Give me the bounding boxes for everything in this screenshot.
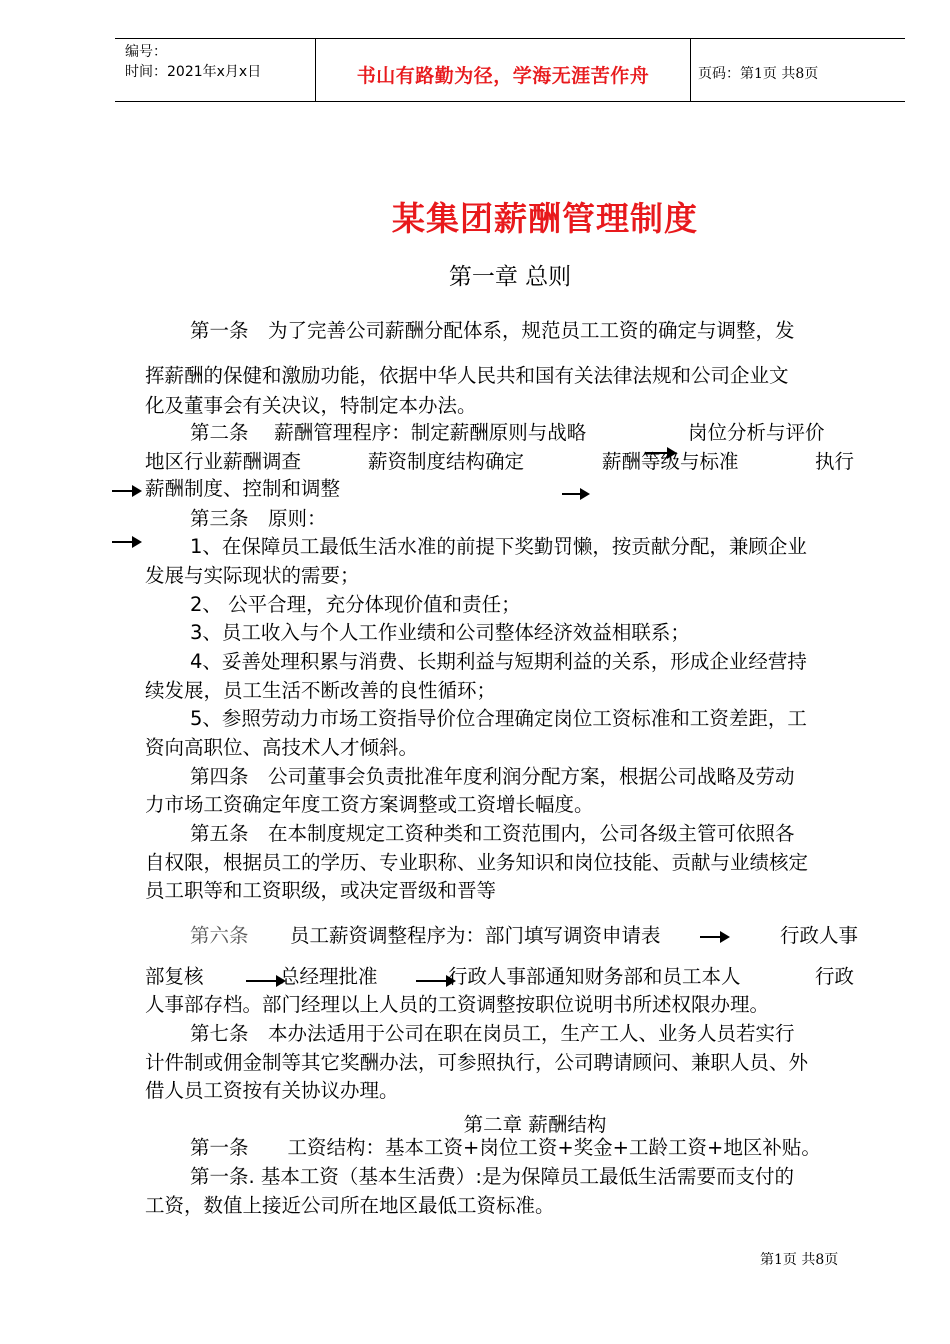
body-line: 人事部存档。部门经理以上人员的工资调整按职位说明书所述权限办理。	[145, 993, 770, 1016]
body-line: 力市场工资确定年度工资方案调整或工资增长幅度。	[145, 793, 594, 816]
body-line: 资向高职位、高技术人才倾斜。	[145, 736, 419, 759]
motto: 书山有路勤为径，学海无涯苦作舟	[356, 65, 650, 87]
article-2-step: 执行	[815, 450, 855, 473]
body-line: 1、在保障员工最低生活水准的前提下奖勤罚懒，按贡献分配，兼顾企业	[190, 535, 807, 558]
document-number-label: 编号：	[125, 44, 167, 60]
body-line: 第一条 工资结构：基本工资+岗位工资+奖金+工龄工资+地区补贴。	[190, 1136, 821, 1159]
body-line: 工资，数值上接近公司所在地区最低工资标准。	[145, 1194, 555, 1217]
body-line: 自权限，根据员工的学历、专业职称、业务知识和岗位技能、贡献与业绩核定	[145, 851, 809, 874]
body-line: 总经理批准	[280, 965, 378, 988]
body-line: 计件制或佣金制等其它奖酬办法，可参照执行，公司聘请顾问、兼职人员、外	[145, 1051, 809, 1074]
chapter-heading: 第一章 总则	[448, 264, 572, 290]
body-line: 续发展，员工生活不断改善的良性循环；	[145, 679, 497, 702]
article-2-step: 岗位分析与评价	[688, 421, 825, 444]
body-line: 2、 公平合理，充分体现价值和责任；	[190, 593, 521, 616]
body-line: 行政人事	[780, 924, 859, 947]
body-line: 员工薪资调整程序为：部门填写调资申请表	[290, 924, 661, 947]
article-3-heading: 第三条 原则：	[190, 507, 327, 530]
arrow-icon	[700, 936, 728, 938]
article-2-step: 薪资制度结构确定	[368, 450, 525, 473]
arrow-icon	[562, 493, 588, 495]
header-motto-cell	[315, 39, 691, 101]
body-line: 第五条 在本制度规定工资种类和工资范围内，公司各级主管可依照各	[190, 822, 795, 845]
body-line: 发展与实际现状的需要；	[145, 564, 360, 587]
body-line: 借人员工资按有关协议办理。	[145, 1079, 399, 1102]
body-line: 挥薪酬的保健和激励功能，依据中华人民共和国有关法律法规和公司企业文	[145, 364, 789, 387]
body-line: 部复核	[145, 965, 204, 988]
article-1-line-1	[190, 321, 795, 341]
document-time-label: 时间：2021年x月x日	[125, 64, 262, 80]
arrow-icon	[112, 541, 140, 543]
article-2-step: 地区行业薪酬调查	[145, 450, 302, 473]
body-line: 员工职等和工资职级，或决定晋级和晋等	[145, 879, 497, 902]
header-right-cell	[690, 39, 905, 101]
article-6-label: 第六条	[190, 924, 249, 947]
body-text: 第一条 为了完善公司薪酬分配体系，规范员工工资的确定与调整，发	[190, 319, 795, 342]
arrow-icon	[112, 490, 140, 492]
document-title: 某集团薪酬管理制度	[392, 199, 698, 238]
arrow-icon	[246, 980, 284, 982]
body-line: 第四条 公司董事会负责批准年度利润分配方案，根据公司战略及劳动	[190, 765, 795, 788]
header-page-info: 页码：第1页 共8页	[698, 66, 819, 82]
article-2-line: 第二条 薪酬管理程序：制定薪酬原则与战略	[190, 421, 587, 444]
article-2-step: 薪酬等级与标准	[602, 450, 739, 473]
article-2-step: 薪酬制度、控制和调整	[145, 477, 341, 500]
page-footer: 第1页 共8页	[760, 1252, 839, 1268]
body-line: 行政人事部通知财务部和员工本人	[448, 965, 741, 988]
body-line: 5、参照劳动力市场工资指导价位合理确定岗位工资标准和工资差距，工	[190, 707, 807, 730]
header-left-cell	[115, 39, 315, 101]
body-line: 4、妥善处理积累与消费、长期利益与短期利益的关系，形成企业经营持	[190, 650, 807, 673]
body-line: 行政	[815, 965, 855, 988]
body-line: 3、员工收入与个人工作业绩和公司整体经济效益相联系；	[190, 621, 690, 644]
body-line: 第七条 本办法适用于公司在职在岗员工，生产工人、业务人员若实行	[190, 1022, 795, 1045]
header-table	[115, 38, 905, 102]
body-line: 第一条. 基本工资（基本生活费）:是为保障员工最低生活需要而支付的	[190, 1165, 794, 1188]
chapter-heading: 第二章 薪酬结构	[463, 1113, 607, 1136]
body-line: 化及董事会有关决议，特制定本办法。	[145, 394, 477, 417]
